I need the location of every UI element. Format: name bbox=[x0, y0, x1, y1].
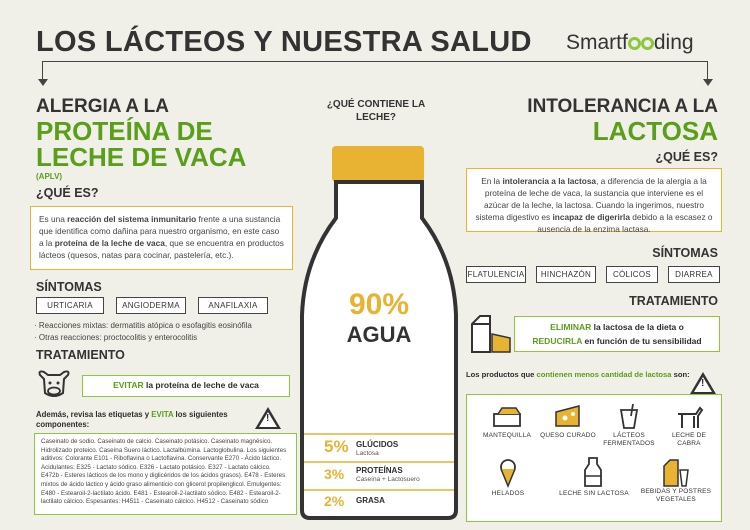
treatment-keyword: REDUCIRLA bbox=[532, 336, 583, 346]
fat-name: GRASA bbox=[356, 496, 385, 505]
desc-text: debido a la escasez o ausencia de la enzima lactasa. bbox=[537, 212, 713, 234]
desc-text: En la bbox=[481, 176, 503, 186]
warning-mark: ! bbox=[266, 413, 270, 424]
milk-bottle-small-icon bbox=[581, 456, 605, 488]
left-arrow-line bbox=[42, 61, 43, 81]
fat-percent: 2% bbox=[324, 493, 345, 509]
ingredients-box: Caseinato de sodio. Caseinato de calcio. Caseinato potásico. Caseinato magnésico. Hidrolizado proteico. Caseína Suero láctico. Lactalbúmina. Lactoglobulina. Los siguientes aditivos: Colorante E101 - Riboflavina o Lactoflavina. Conservante E270 - Ácido láctico. Acidulantes: E325 - Lactato sódico. E326 - Lactato potásico. E327 - Lactato cálcico. E472b - Esteres lácticos de los mono y diglicéridos de los ácidos grasos). E478 - Esteres mixtos de ácido láctico y ácido graso alimenticio con glicerol propilenglicol. Emulgentes: E480 - Estearoil-2-lactilato ácido. E481 - Estearoil-2-lactilato sódico. E482 - Estearoil-2-lactilato cálcico. Espesantes: H4511 - Caseinato cálcico. H4512 - Caseinato sódico bbox=[34, 433, 297, 515]
logo-text-start: Smartf bbox=[566, 31, 628, 54]
ice-cream-icon bbox=[497, 458, 519, 488]
lactose-treatment-box bbox=[514, 316, 720, 352]
note-text: Además, revisa las etiquetas y bbox=[36, 410, 152, 419]
desc-text: frente a una sustancia que identifica como dañina para nuestro organismo, en este caso a la bbox=[39, 214, 281, 248]
product-label: LÁCTEOS FERMENTADOS bbox=[603, 432, 655, 447]
logo-o-icon bbox=[641, 37, 654, 50]
glucids-percent: 5% bbox=[324, 437, 349, 456]
note-keyword: EVITA bbox=[151, 410, 174, 419]
desc-bold: proteína de la leche de vaca bbox=[54, 238, 165, 248]
product-label: LECHE DE CABRA bbox=[671, 432, 707, 447]
product-label: MANTEQUILLA bbox=[482, 432, 532, 439]
water-percent: 90% bbox=[348, 288, 410, 321]
water-label: AGUA bbox=[346, 322, 412, 347]
lactose-description-box bbox=[466, 168, 722, 232]
treatment-text: la proteína de leche de vaca bbox=[143, 380, 259, 390]
lactose-heading-line1: INTOLERANCIA A LA bbox=[527, 96, 718, 117]
warning-mark: ! bbox=[701, 378, 705, 389]
symptom-tag: ANAFILAXIA bbox=[198, 297, 268, 314]
protein-percent: 3% bbox=[324, 466, 345, 482]
lactose-symptoms-title: SÍNTOMAS bbox=[652, 246, 718, 260]
treatment-text: la lactosa de la dieta o bbox=[591, 322, 684, 332]
goat-icon bbox=[674, 402, 704, 430]
symptom-tag: ANGIODERMA bbox=[116, 297, 186, 314]
apl-heading-line1: ALERGIA A LA bbox=[36, 96, 169, 117]
desc-bold: incapaz de digerirla bbox=[552, 212, 630, 222]
treatment-keyword: ELIMINAR bbox=[550, 322, 592, 332]
bottle-question: ¿QUÉ CONTIENE LA LECHE? bbox=[326, 99, 426, 123]
symptom-tag: FLATULENCIA bbox=[466, 266, 526, 283]
apl-symptoms-title: SÍNTOMAS bbox=[36, 280, 102, 294]
treatment-text: en función de tu sensibilidad bbox=[582, 336, 702, 346]
right-arrow-icon bbox=[703, 79, 713, 86]
cow-icon bbox=[36, 366, 72, 402]
protein-sub: Caseína + Lactosuero bbox=[356, 476, 420, 483]
cheese-icon bbox=[553, 402, 583, 430]
left-arrow-icon bbox=[38, 79, 48, 86]
protein-name: PROTEÍNAS bbox=[356, 466, 403, 475]
lactose-heading-line2: LACTOSA bbox=[592, 116, 718, 146]
other-reaction: · Reacciones mixtas: dermatitis atópica o esofagitis eosinófila bbox=[34, 321, 252, 330]
apl-what-is: ¿QUÉ ES? bbox=[36, 186, 99, 200]
page-title: LOS LÁCTEOS Y NUESTRA SALUD bbox=[36, 26, 532, 58]
carton-cheese-icon bbox=[466, 312, 512, 356]
lactose-what-is: ¿QUÉ ES? bbox=[655, 150, 718, 164]
treatment-keyword: EVITAR bbox=[113, 380, 144, 390]
vegetable-drink-icon bbox=[660, 456, 690, 488]
note-text: son: bbox=[671, 370, 690, 379]
brand-logo bbox=[566, 31, 694, 55]
apl-treatment-box bbox=[82, 375, 290, 397]
desc-bold: intolerancia a la lactosa bbox=[502, 176, 597, 186]
symptom-tag: CÓLICOS bbox=[606, 266, 658, 283]
logo-text-end: ding bbox=[653, 31, 694, 54]
desc-bold: reacción del sistema inmunitario bbox=[67, 214, 197, 224]
apl-abbr: (APLV) bbox=[36, 172, 63, 181]
yogurt-icon bbox=[615, 402, 643, 430]
product-label: LECHE SIN LACTOSA bbox=[559, 490, 629, 497]
product-label: HELADOS bbox=[491, 490, 525, 497]
symptom-tag: URTICARIA bbox=[36, 297, 104, 314]
desc-text: Es una bbox=[39, 214, 68, 224]
butter-icon bbox=[490, 404, 524, 430]
symptom-tag: HINCHAZÓN bbox=[536, 266, 596, 283]
symptom-tag: DIARREA bbox=[668, 266, 720, 283]
note-text: Los productos que bbox=[466, 370, 537, 379]
apl-treatment-title: TRATAMIENTO bbox=[36, 348, 125, 362]
check-labels-note bbox=[36, 410, 236, 430]
note-keyword: contienen menos cantidad de lactosa bbox=[536, 370, 672, 379]
product-label: QUESO CURADO bbox=[540, 432, 596, 439]
low-lactose-note bbox=[466, 370, 706, 380]
apl-description-box bbox=[30, 206, 293, 270]
desc-text: , que se encuentra en productos lácteos (quesos, natas para cocinar, pastelería, etc.). bbox=[39, 238, 284, 260]
product-label: BEBIDAS Y POSTRES VEGETALES bbox=[640, 488, 712, 503]
other-reaction: · Otras reacciones: proctocolitis y enterocolitis bbox=[34, 333, 198, 342]
glucids-name: GLÚCIDOS bbox=[356, 440, 399, 449]
glucids-sub: Lactosa bbox=[356, 450, 379, 457]
header-line bbox=[42, 61, 707, 62]
desc-text: , a diferencia de la alergia a la proteína de leche de vaca, la sustancia que interviene es el azúcar de la leche, la lactosa. Cuando la ingerimos, nuestro sistema digestivo es bbox=[475, 176, 707, 222]
logo-o-icon bbox=[628, 37, 641, 50]
apl-heading-line2: PROTEÍNA DE bbox=[36, 116, 213, 146]
lactose-treatment-title: TRATAMIENTO bbox=[629, 294, 718, 308]
note-text: los siguientes componentes: bbox=[36, 410, 228, 429]
right-arrow-line bbox=[707, 61, 708, 81]
apl-heading-line3: LECHE DE VACA bbox=[36, 142, 247, 172]
